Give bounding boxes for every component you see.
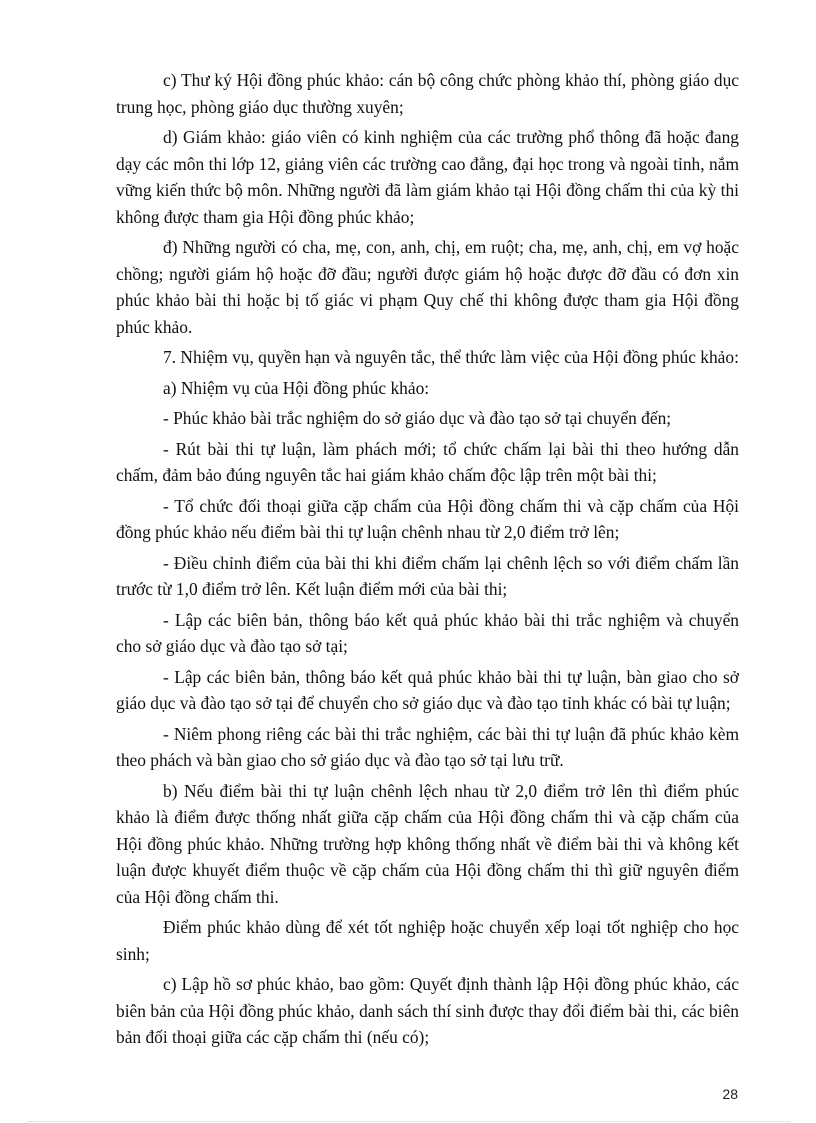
paragraph-giam-khao: d) Giám khảo: giáo viên có kinh nghiệm của các trường phổ thông đã hoặc đang dạy các môn thi lớp 12, giảng viên các trường cao đẳng, đại học trong và ngoài tỉnh, nắm vững kiến thức bộ môn. Những người đã làm giám khảo tại Hội đồng chấm thi của kỳ thi không được tham gia Hội đồng phúc khảo; [116,127,739,227]
paragraph-diem-chenh-lech: b) Nếu điểm bài thi tự luận chênh lệch nhau từ 2,0 điểm trở lên thì điểm phúc khảo là điểm được thống nhất giữa cặp chấm của Hội đồng chấm thi và cặp chấm của Hội đồng phúc khảo. Những trường hợp không thống nhất về điểm bài thi và không kết luận được khuyết điểm thuộc về cặp chấm của Hội đồng chấm thi thì giữ nguyên điểm của Hội đồng chấm thi. [116,780,739,907]
list-item: - Phúc khảo bài trắc nghiệm do sở giáo dục và đào tạo sở tại chuyển đến; [163,408,672,428]
list-item: - Lập các biên bản, thông báo kết quả phúc khảo bài thi tự luận, bàn giao cho sở giáo dục và đào tạo sở tại để chuyển cho sở giáo dục và đào tạo tỉnh khác có bài tự luận; [116,666,739,713]
list-item: - Niêm phong riêng các bài thi trắc nghiệm, các bài thi tự luận đã phúc khảo kèm theo phách và bàn giao cho sở giáo dục và đào tạo sở tại lưu trữ. [116,723,739,770]
list-item: - Lập các biên bản, thông báo kết quả phúc khảo bài thi trắc nghiệm và chuyển cho sở giáo dục và đào tạo sở tại; [116,609,739,656]
section-heading-7: 7. Nhiệm vụ, quyền hạn và nguyên tắc, thể thức làm việc của Hội đồng phúc khảo: [163,347,739,367]
paragraph-nguoi-khong-tham-gia: đ) Những người có cha, mẹ, con, anh, chị, em ruột; cha, mẹ, anh, chị, em vợ hoặc chồng; người giám hộ hoặc đỡ đầu; người được giám hộ hoặc được đỡ đầu có đơn xin phúc khảo bài thi hoặc bị tố giác vi phạm Quy chế thi không được tham gia Hội đồng phúc khảo. [116,237,739,337]
paragraph-diem-phuc-khao: Điểm phúc khảo dùng để xét tốt nghiệp hoặc chuyển xếp loại tốt nghiệp cho học sinh; [116,917,739,964]
page-bottom-divider [28,1121,790,1122]
page-number: 28 [722,1086,738,1102]
paragraph-thu-ky: c) Thư ký Hội đồng phúc khảo: cán bộ công chức phòng khảo thí, phòng giáo dục trung học, phòng giáo dục thường xuyên; [116,70,739,117]
list-item: - Điều chỉnh điểm của bài thi khi điểm chấm lại chênh lệch so với điểm chấm lần trước từ 1,0 điểm trở lên. Kết luận điểm mới của bài thi; [116,552,739,599]
list-item: - Tổ chức đối thoại giữa cặp chấm của Hội đồng chấm thi và cặp chấm của Hội đồng phúc khảo nếu điểm bài thi tự luận chênh nhau từ 2,0 điểm trở lên; [116,495,739,542]
body-text [116,67,739,1055]
list-item: - Rút bài thi tự luận, làm phách mới; tổ chức chấm lại bài thi theo hướng dẫn chấm, đảm bảo đúng nguyên tắc hai giám khảo chấm độc lập trên một bài thi; [116,438,739,485]
subheading-nhiem-vu: a) Nhiệm vụ của Hội đồng phúc khảo: [163,377,430,398]
paragraph-ho-so-phuc-khao: c) Lập hồ sơ phúc khảo, bao gồm: Quyết định thành lập Hội đồng phúc khảo, các biên bản của Hội đồng phúc khảo, danh sách thí sinh được thay đổi điểm bài thi, các biên bản đối thoại giữa các cặp chấm thi (nếu có); [116,974,739,1047]
